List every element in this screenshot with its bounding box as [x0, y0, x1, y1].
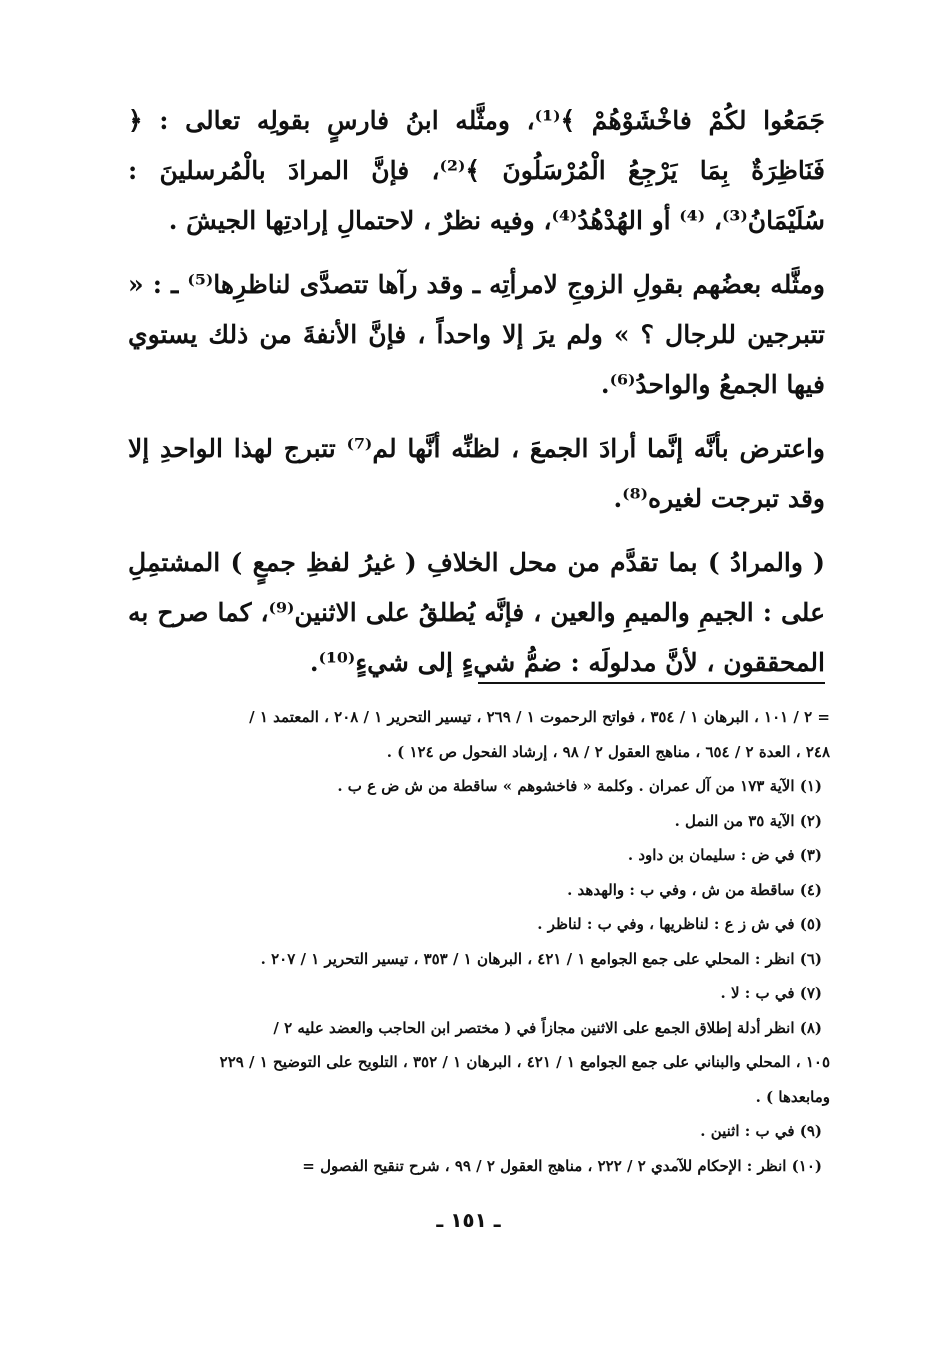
footnote-3: (٣) في ض : سليمان بن داود . [627, 846, 822, 864]
footnote-separator [478, 682, 825, 684]
footnote-7: (٧) في ب : لا . [720, 984, 822, 1002]
footnote-5: (٥) في ش ز ع : لناظريها ، وفي ب : لناظر . [537, 915, 822, 933]
footnote-1: (١) الآية ١٧٣ من آل عمران . وكلمة « فاخشوهم » ساقطة من ش ض ع ب . [337, 777, 822, 795]
main-paragraph-2: ومثَّله بعضُهم بقولِ الزوجِ لامرأتِه ـ وقد رآها تتصدَّى لناظرِها⁽⁵⁾ ـ : « تتبرجين للرجال ؟ » ولم يرَ إلا واحداً ، فإنَّ الأنفةَ من ذلك يستوي فيها الجمعُ والواحدُ⁽⁶⁾. [128, 270, 825, 399]
footnote-8-continued: ومابعدها ) . [755, 1087, 830, 1106]
footnotes [118, 700, 830, 1183]
footnote-9: (٩) في ب : اثنين . [700, 1122, 822, 1140]
main-paragraph-1: جَمَعُوا لكُمْ فاخْشَوْهُمْ ﴾⁽¹⁾، ومثَّله ابنُ فارسٍ بقولِه تعالى : ﴿ فَنَاظِرَةٌ بِمَا يَرْجِعُ الْمُرْسَلُونَ ﴾⁽²⁾، فإنَّ المرادَ بالْمُرسلينَ : سُلَيْمَانُ⁽³⁾، ⁽⁴⁾ أو الهُدْهُدُ⁽⁴⁾، وفيه نظرٌ ، لاحتمالِ إرادتِها الجيشَ . [128, 106, 825, 235]
main-paragraph-3: واعترض بأنَّه إنَّما أرادَ الجمعَ ، لظنِّه أنَّها لم⁽⁷⁾ تتبرج لهذا الواحدِ إلا وقد تبرجت لغيره⁽⁸⁾. [128, 434, 826, 513]
main-text [128, 96, 825, 702]
footnote-8: (٨) انظر أدلة إطلاق الجمع على الاثنين مجازاً في ( مختصر ابن الحاجب والعضد عليه ٢ / [273, 1018, 822, 1037]
footnote-line: ٢٤٨ ، العدة ٢ / ٦٥٤ ، مناهج العقول ٢ / ٩٨ ، إرشاد الفحول ص ١٢٤ ) . [386, 742, 830, 761]
footnote-10: (١٠) انظر : الإحكام للآمدي ٢ / ٢٢٢ ، مناهج العقول ٢ / ٩٩ ، شرح تنقيح الفصول = [302, 1156, 822, 1175]
main-paragraph-4: ( والمرادُ ) بما تقدَّم من محل الخلافِ ( غيرُ لفظِ جمعٍ ) المشتمِلِ على : الجيمِ والميمِ والعين ، فإنَّه يُطلقُ على الاثنين⁽⁹⁾، كما صرح به المحققون ، لأنَّ مدلولَه : ضمُّ شيءٍ إلى شيءٍ⁽¹⁰⁾. [128, 548, 825, 677]
footnote-line: = ٢ / ١٠١ ، البرهان ١ / ٣٥٤ ، فواتح الرحموت ١ / ٢٦٩ ، تيسير التحرير ١ / ٢٠٨ ، المعتمد ١ / [249, 708, 830, 726]
page-number: ـ ١٥١ ـ [436, 1208, 501, 1232]
footnote-2: (٢) الآية ٣٥ من النمل . [674, 811, 822, 830]
footnote-4: (٤) ساقطة من ش ، وفي ب : والهدهد . [567, 880, 822, 899]
footnote-6: (٦) انظر : المحلي على جمع الجوامع ١ / ٤٢١ ، البرهان ١ / ٣٥٣ ، تيسير التحرير ١ / ٢٠٧ . [260, 949, 822, 968]
footnote-8-continued: ١٠٥ ، المحلي والبناني على جمع الجوامع ١ / ٤٢١ ، البرهان ١ / ٣٥٢ ، التلويح على التوضيح ١ / ٢٢٩ [219, 1053, 830, 1071]
